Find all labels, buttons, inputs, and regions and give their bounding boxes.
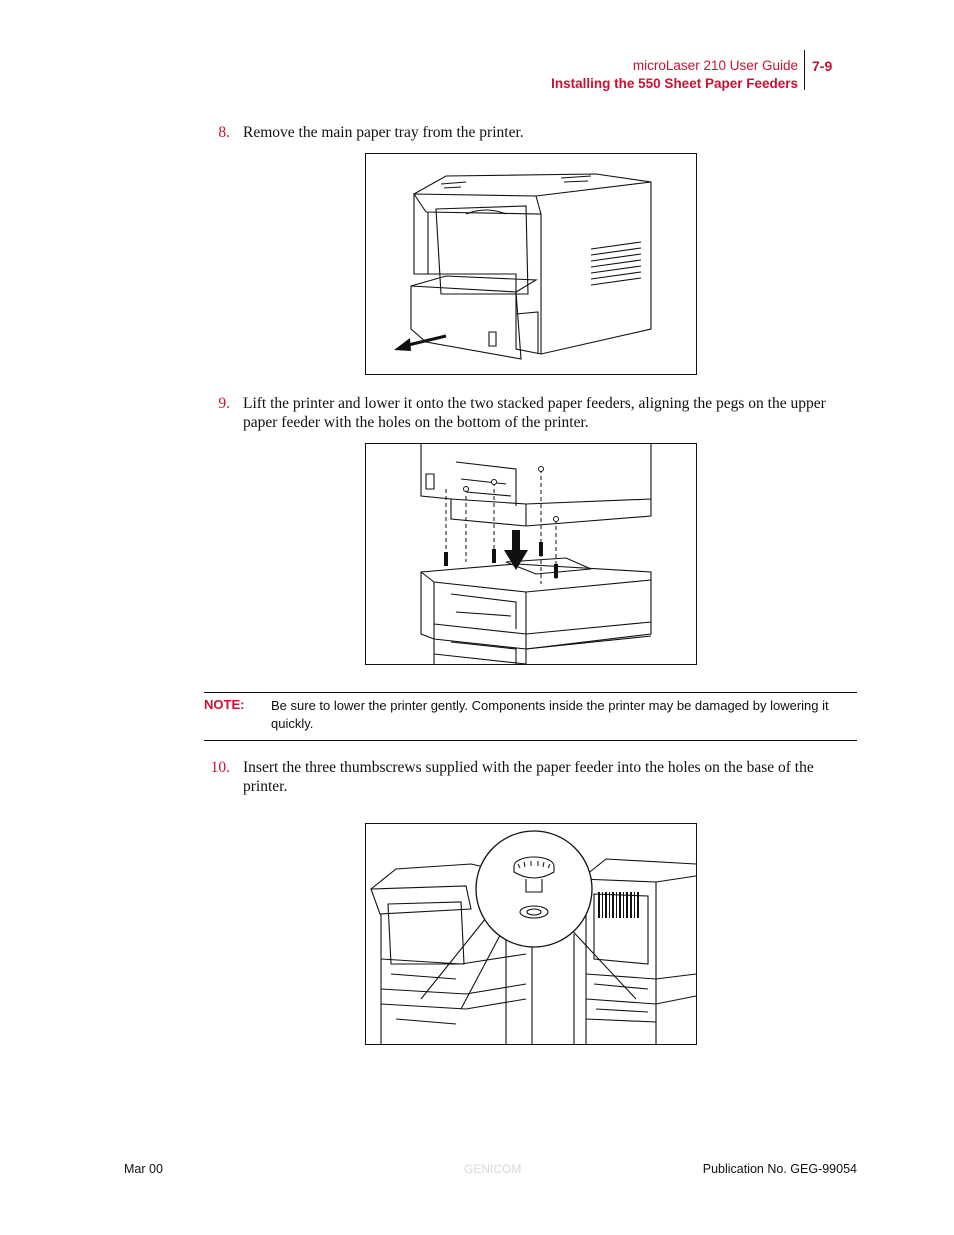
note-label: NOTE: (204, 697, 245, 712)
note-top-rule (204, 692, 857, 693)
thumbscrew-illustration (366, 824, 696, 1044)
printer-tray-illustration (366, 154, 696, 374)
figure-insert-thumbscrews (365, 823, 697, 1045)
step-number: 10. (210, 759, 230, 776)
step-number: 8. (218, 124, 230, 141)
figure-remove-paper-tray (365, 153, 697, 375)
step-text: Insert the three thumbscrews supplied with the paper feeder into the holes on the base of the printer. (243, 759, 814, 795)
step-text: Lift the printer and lower it onto the two stacked paper feeders, aligning the pegs on the upper paper feeder with the holes on the bottom of the printer. (243, 395, 826, 431)
header-page-number: 7-9 (812, 58, 833, 74)
footer-date: Mar 00 (124, 1162, 163, 1176)
note-text: Be sure to lower the printer gently. Components inside the printer may be damaged by lowering it quickly. (271, 698, 829, 731)
footer-brand-logo: GENICOM (464, 1162, 522, 1176)
figure-lower-printer-onto-feeders (365, 443, 697, 665)
header-divider (804, 50, 805, 90)
header-section-title: Installing the 550 Sheet Paper Feeders (551, 76, 798, 91)
step-number: 9. (218, 395, 230, 412)
note-bottom-rule (204, 740, 857, 741)
footer-publication: Publication No. GEG-99054 (702, 1162, 857, 1176)
header-guide-title: microLaser 210 User Guide (632, 58, 798, 73)
printer-feeder-illustration (366, 444, 696, 664)
step-text: Remove the main paper tray from the printer. (243, 124, 524, 141)
